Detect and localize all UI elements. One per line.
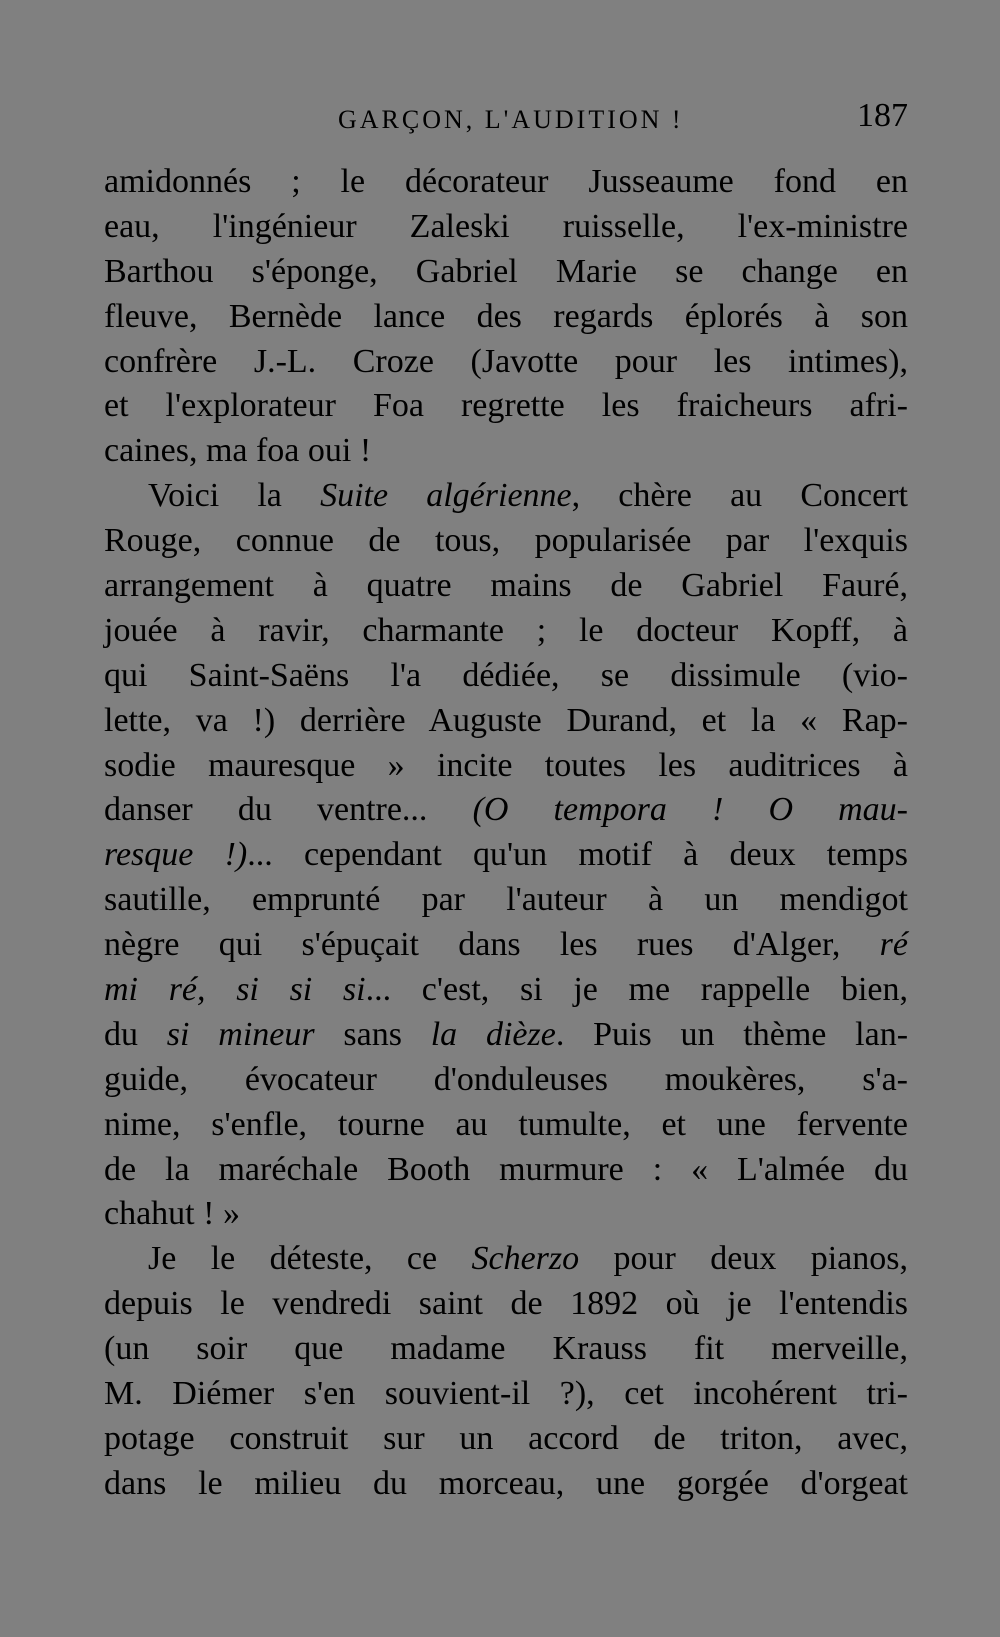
text-line: mi ré, si si si... c'est, si je me rappelle bien, <box>104 971 908 1009</box>
text-line: (un soir que madame Krauss fit merveille, <box>104 1330 908 1368</box>
text-line: Je le déteste, ce Scherzo pour deux pianos, <box>148 1240 909 1278</box>
text-line: confrère J.-L. Croze (Javotte pour les intimes), <box>104 342 908 380</box>
page-header <box>110 95 910 145</box>
text-line: et l'explorateur Foa regrette les fraicheurs afri- <box>104 387 908 425</box>
text-line: M. Diémer s'en souvient-il ?), cet incohérent tri- <box>104 1375 908 1413</box>
text-line: sodie mauresque » incite toutes les auditrices à <box>104 746 908 784</box>
text-line: caines, ma foa oui ! <box>104 432 372 470</box>
text-line: chahut ! » <box>104 1195 240 1233</box>
text-line: sautille, emprunté par l'auteur à un mendigot <box>104 881 908 919</box>
text-line: eau, l'ingénieur Zaleski ruisselle, l'ex-ministre <box>104 207 908 245</box>
text-line: nime, s'enfle, tourne au tumulte, et une fervente <box>104 1105 908 1143</box>
text-line: du si mineur sans la dièze. Puis un thème lan- <box>104 1015 909 1053</box>
text-line: amidonnés ; le décorateur Jusseaume fond en <box>104 163 908 200</box>
text-line: potage construit sur un accord de triton, avec, <box>104 1419 908 1457</box>
text-line: Voici la Suite algérienne, chère au Concert <box>148 477 908 515</box>
text-line: resque !)... cependant qu'un motif à deux temps <box>104 836 909 874</box>
text-line: depuis le vendredi saint de 1892 où je l'entendis <box>104 1285 908 1323</box>
text-line: Barthou s'éponge, Gabriel Marie se change en <box>104 252 908 290</box>
text-line: lette, va !) derrière Auguste Durand, et la « Rap- <box>104 701 908 739</box>
text-line: qui Saint-Saëns l'a dédiée, se dissimule (vio- <box>104 656 908 694</box>
text-line: fleuve, Bernède lance des regards éplorés à son <box>104 297 908 335</box>
text-line: dans le milieu du morceau, une gorgée d'orgeat <box>104 1464 908 1502</box>
text-line: jouée à ravir, charmante ; le docteur Kopff, à <box>104 611 908 649</box>
body-text <box>104 160 908 1507</box>
running-title: GARÇON, L'AUDITION ! <box>338 105 684 134</box>
text-line: danser du ventre... (O tempora ! O mau- <box>104 791 909 829</box>
text-line: Rouge, connue de tous, popularisée par l'exquis <box>104 522 908 560</box>
text-line: nègre qui s'épuçait dans les rues d'Alger, ré <box>104 926 908 964</box>
page-number: 187 <box>857 97 908 134</box>
text-line: guide, évocateur d'onduleuses moukères, s'a- <box>104 1060 908 1098</box>
text-line: arrangement à quatre mains de Gabriel Fauré, <box>104 567 908 605</box>
text-line: de la maréchale Booth murmure : « L'almée du <box>104 1150 908 1188</box>
